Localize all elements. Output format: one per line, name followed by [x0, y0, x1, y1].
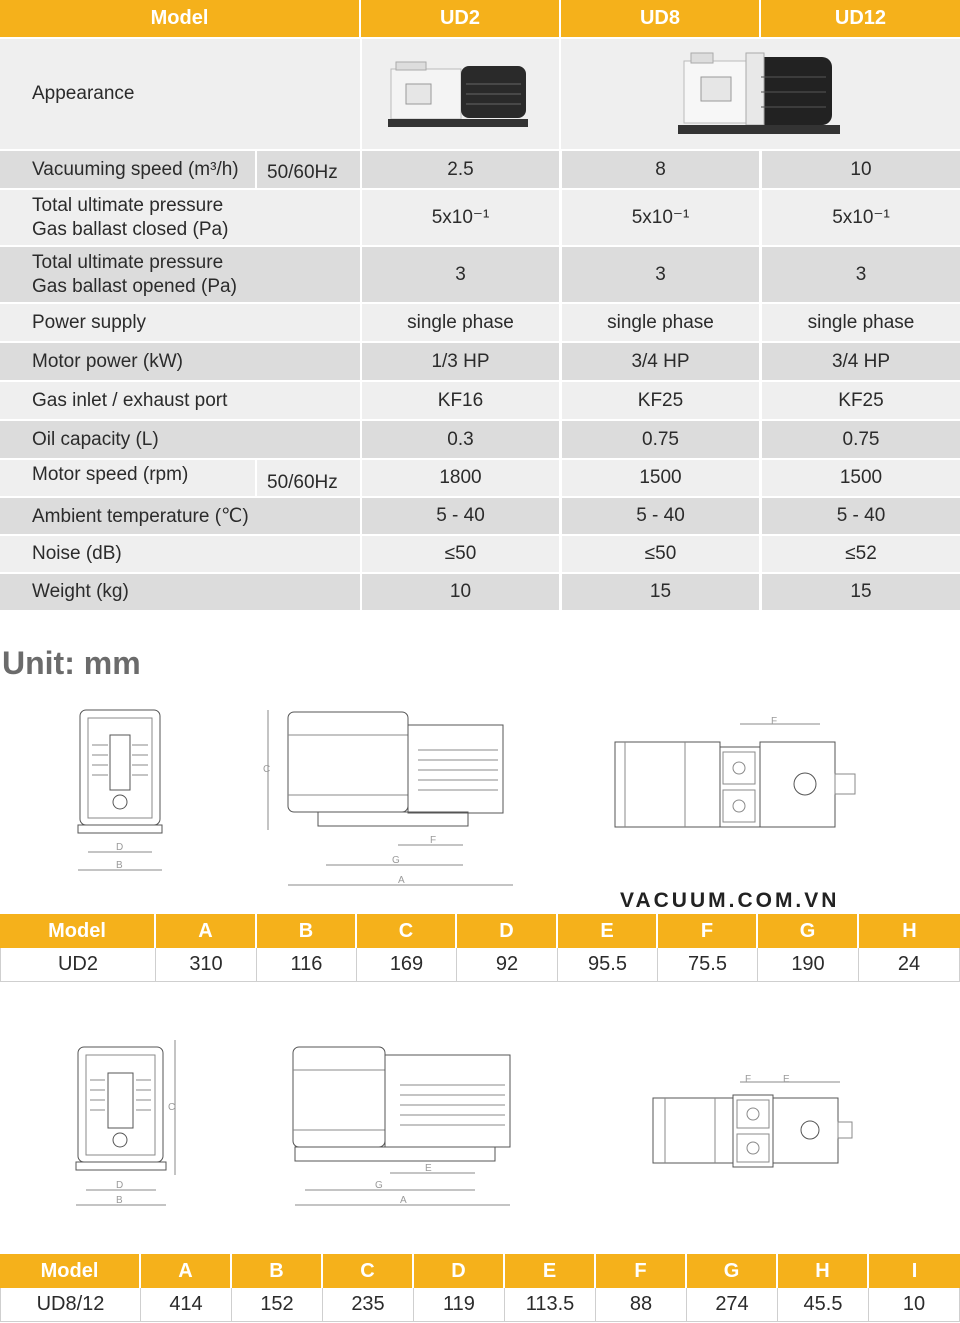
ud8-dims-c: 235	[323, 1288, 414, 1322]
svg-text:F: F	[771, 716, 778, 727]
weight-label: Weight (kg)	[0, 574, 360, 610]
spec-row-pressure-opened	[0, 247, 960, 302]
svg-text:B: B	[116, 1195, 123, 1206]
speed-ud2: 2.5	[362, 151, 559, 188]
ud2-dims-header-b: B	[257, 914, 357, 948]
spec-row-oil	[0, 421, 960, 458]
spec-row-motor-speed	[0, 460, 960, 496]
header-ud12: UD12	[761, 0, 960, 37]
ud8-dims-d: 119	[414, 1288, 505, 1322]
motor-power-ud8: 3/4 HP	[562, 343, 759, 380]
svg-text:G: G	[375, 1180, 383, 1191]
motor-power-ud2: 1/3 HP	[362, 343, 559, 380]
pressure-closed-ud2: 5x10⁻¹	[362, 190, 559, 245]
ud8-dims-e: 113.5	[505, 1288, 596, 1322]
ud8-front-view-drawing	[70, 1035, 185, 1215]
ambient-ud8: 5 - 40	[562, 498, 759, 534]
pressure-opened-label: Total ultimate pressure Gas ballast opened (Pa)	[0, 247, 360, 302]
spec-row-noise	[0, 536, 960, 572]
ud8-dims-header-model: Model	[0, 1254, 141, 1288]
ud8-ud12-image-cell	[561, 39, 960, 149]
header-ud2: UD2	[361, 0, 561, 37]
ud8-dims-a: 414	[141, 1288, 232, 1322]
svg-text:B: B	[116, 860, 123, 871]
motor-speed-ud2: 1800	[362, 460, 559, 496]
ud2-dims-header-h: H	[859, 914, 960, 948]
appearance-label: Appearance	[0, 39, 360, 149]
ud2-dims-header-a: A	[156, 914, 257, 948]
noise-ud12: ≤52	[762, 536, 960, 572]
ud2-dims-a: 310	[156, 948, 257, 982]
ud2-dims-d: 92	[457, 948, 558, 982]
ud8-dims-header-f: F	[596, 1254, 687, 1288]
port-label: Gas inlet / exhaust port	[0, 382, 360, 419]
spec-row-ambient	[0, 498, 960, 534]
svg-text:D: D	[116, 1180, 124, 1191]
pressure-closed-ud8: 5x10⁻¹	[562, 190, 759, 245]
spec-row-pressure-closed	[0, 190, 960, 245]
oil-ud8: 0.75	[562, 421, 759, 458]
ambient-label: Ambient temperature (℃)	[0, 498, 360, 534]
svg-text:F: F	[430, 835, 437, 846]
ud2-top-view-drawing	[605, 712, 870, 837]
brand-watermark: VACUUM.COM.VN	[620, 889, 840, 912]
noise-ud8: ≤50	[562, 536, 759, 572]
pressure-opened-ud2: 3	[362, 247, 559, 302]
power-supply-label: Power supply	[0, 304, 360, 341]
svg-text:G: G	[392, 855, 400, 866]
power-supply-ud12: single phase	[762, 304, 960, 341]
ud2-pump-image	[386, 54, 536, 134]
ambient-ud12: 5 - 40	[762, 498, 960, 534]
pressure-opened-ud12: 3	[762, 247, 960, 302]
ud8-dims-header-c: C	[323, 1254, 414, 1288]
ud8-top-view-drawing	[645, 1070, 865, 1175]
ud2-front-view-drawing	[70, 700, 170, 880]
speed-sub: 50/60Hz	[257, 151, 360, 188]
pressure-closed-ud12: 5x10⁻¹	[762, 190, 960, 245]
ud2-dims-g: 190	[758, 948, 859, 982]
ambient-ud2: 5 - 40	[362, 498, 559, 534]
svg-text:E: E	[425, 1163, 432, 1174]
svg-text:C: C	[168, 1102, 176, 1113]
ud2-side-view-drawing	[258, 700, 520, 890]
ud2-dims-h: 24	[859, 948, 960, 982]
ud2-dims-e: 95.5	[558, 948, 658, 982]
weight-ud2: 10	[362, 574, 559, 610]
ud2-dims-f: 75.5	[658, 948, 758, 982]
ud2-dims-header-g: G	[758, 914, 859, 948]
ud8-dims-model: UD8/12	[0, 1288, 141, 1322]
motor-speed-ud12: 1500	[762, 460, 960, 496]
svg-text:C: C	[263, 764, 271, 775]
oil-ud12: 0.75	[762, 421, 960, 458]
motor-speed-sub: 50/60Hz	[257, 460, 360, 496]
power-supply-ud8: single phase	[562, 304, 759, 341]
ud8-dims-i: 10	[869, 1288, 960, 1322]
weight-ud12: 15	[762, 574, 960, 610]
oil-label: Oil capacity (L)	[0, 421, 360, 458]
unit-label: Unit: mm	[2, 645, 141, 681]
speed-ud12: 10	[762, 151, 960, 188]
ud2-dims-model: UD2	[0, 948, 156, 982]
svg-text:D: D	[116, 842, 124, 853]
port-ud8: KF25	[562, 382, 759, 419]
svg-text:A: A	[400, 1195, 407, 1206]
port-ud2: KF16	[362, 382, 559, 419]
spec-header-row	[0, 0, 960, 37]
pressure-closed-label: Total ultimate pressure Gas ballast closed (Pa)	[0, 190, 360, 245]
ud8-dims-header-g: G	[687, 1254, 778, 1288]
spec-row-motor-power	[0, 343, 960, 380]
ud2-dims-header-f: F	[658, 914, 758, 948]
ud8-dims-header-e: E	[505, 1254, 596, 1288]
noise-label: Noise (dB)	[0, 536, 360, 572]
ud8-dims-header-h: H	[778, 1254, 869, 1288]
oil-ud2: 0.3	[362, 421, 559, 458]
ud2-dims-header-e: E	[558, 914, 658, 948]
svg-text:E: E	[783, 1074, 790, 1085]
ud2-dims-header-c: C	[357, 914, 457, 948]
power-supply-ud2: single phase	[362, 304, 559, 341]
ud2-dims-b: 116	[257, 948, 357, 982]
motor-power-label: Motor power (kW)	[0, 343, 360, 380]
svg-text:A: A	[398, 875, 405, 886]
speed-ud8: 8	[562, 151, 759, 188]
ud2-dims-header-d: D	[457, 914, 558, 948]
ud8-dims-f: 88	[596, 1288, 687, 1322]
ud8-dims-header-b: B	[232, 1254, 323, 1288]
ud8-dims-g: 274	[687, 1288, 778, 1322]
spec-row-port	[0, 382, 960, 419]
svg-text:F: F	[745, 1074, 752, 1085]
speed-label: Vacuuming speed (m³/h)	[0, 151, 255, 188]
pressure-opened-ud8: 3	[562, 247, 759, 302]
header-model: Model	[0, 0, 361, 37]
ud2-dims-table	[0, 914, 960, 982]
ud8-dims-b: 152	[232, 1288, 323, 1322]
header-ud8: UD8	[561, 0, 761, 37]
ud8-pump-image	[676, 47, 846, 142]
spec-row-power-supply	[0, 304, 960, 341]
appearance-row	[0, 39, 960, 149]
ud8-dims-header-a: A	[141, 1254, 232, 1288]
ud8-dims-header-d: D	[414, 1254, 505, 1288]
motor-power-ud12: 3/4 HP	[762, 343, 960, 380]
motor-speed-ud8: 1500	[562, 460, 759, 496]
ud8-dims-table	[0, 1254, 960, 1322]
ud8-side-view-drawing	[285, 1035, 525, 1215]
ud2-dims-header-model: Model	[0, 914, 156, 948]
motor-speed-label: Motor speed (rpm)	[0, 460, 255, 496]
ud8-dims-h: 45.5	[778, 1288, 869, 1322]
port-ud12: KF25	[762, 382, 960, 419]
spec-row-speed	[0, 151, 960, 188]
noise-ud2: ≤50	[362, 536, 559, 572]
ud2-image-cell	[362, 39, 559, 149]
ud2-dims-c: 169	[357, 948, 457, 982]
weight-ud8: 15	[562, 574, 759, 610]
ud8-dims-header-i: I	[869, 1254, 960, 1288]
spec-row-weight	[0, 574, 960, 610]
